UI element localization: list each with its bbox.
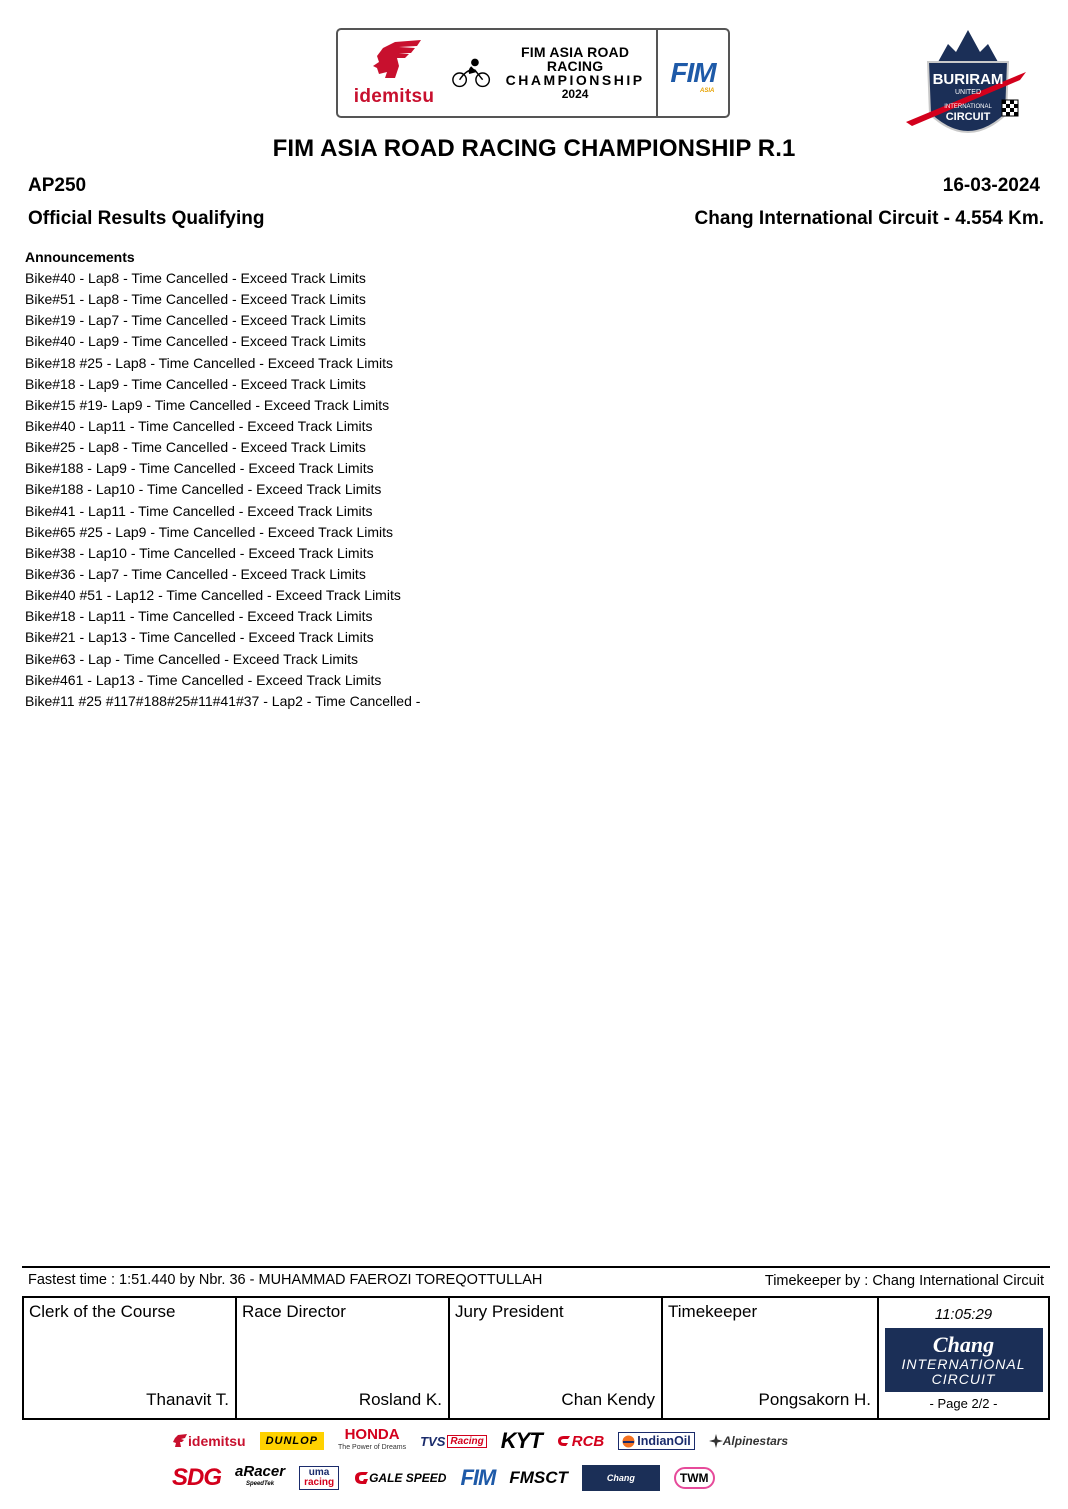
sponsor-label: TVS [420,1433,446,1449]
motorbike-rider-icon [450,56,492,90]
sponsor-tagline: racing [304,1477,335,1488]
announcement-item: Bike#65 #25 - Lap9 - Time Cancelled - Exceed Track Limits [25,523,394,540]
championship-name-line1: FIM ASIA ROAD RACING [521,44,630,74]
sponsor-fmsct: FMSCT [509,1468,568,1487]
sponsor-tvs-racing [420,1434,487,1449]
championship-logo-box [336,28,730,118]
sponsor-alpinestars [709,1434,788,1448]
sponsor-idemitsu [172,1433,246,1449]
announcements-list [25,269,420,713]
announcement-item: Bike#11 #25 #117#188#25#11#41#37 - Lap2 - Time Cancelled - [25,692,421,709]
buriram-united-circuit-logo [898,22,1038,152]
signature-name: Chan Kendy [561,1390,655,1409]
signature-role: Timekeeper [668,1302,758,1321]
fastest-time: Fastest time : 1:51.440 by Nbr. 36 - MUHAMMAD FAEROZI TOREQOTTULLAH [28,1272,543,1288]
championship-year: 2024 [561,87,589,101]
sponsor-label: GALE SPEED [369,1471,447,1485]
buriram-text: BURIRAM [932,71,1004,88]
international-text: INTERNATIONAL [944,104,992,110]
signature-table [22,1296,1050,1420]
idemitsu-small-icon [172,1434,188,1448]
announcement-item: Bike#461 - Lap13 - Time Cancelled - Exceed Track Limits [25,671,382,688]
announcement-item: Bike#18 #25 - Lap8 - Time Cancelled - Exceed Track Limits [25,354,394,371]
fim-asia-logo [658,30,728,116]
signature-jury-president [450,1298,663,1418]
chang-circuit-logo [885,1328,1043,1392]
sponsor-honda [338,1428,406,1454]
sponsor-twm: TWM [674,1467,715,1489]
championship-name-line2: CHAMPIONSHIP [505,72,645,88]
page-title: FIM ASIA ROAD RACING CHAMPIONSHIP R.1 [272,135,796,162]
sponsor-uma-racing [299,1466,339,1490]
sponsor-kyt: KYT [500,1428,542,1453]
announcement-item: Bike#41 - Lap11 - Time Cancelled - Exceed Track Limits [25,502,373,519]
sponsor-dunlop: DUNLOP [260,1432,324,1450]
circuit-name: Chang International Circuit - 4.554 Km. [694,208,1044,229]
footer-divider [22,1266,1050,1268]
announcement-item: Bike#188 - Lap9 - Time Cancelled - Exceed Track Limits [25,460,374,477]
sponsor-label: RCB [571,1432,605,1450]
session-name: Official Results Qualifying [28,208,265,229]
sponsor-label: aRacer [235,1463,286,1480]
united-text: UNITED [954,89,982,96]
sponsor-label: HONDA [344,1426,400,1443]
idemitsu-wordmark: idemitsu [353,86,435,107]
sponsor-aracer [235,1463,286,1490]
sponsor-label: IndianOil [637,1434,691,1448]
announcement-item: Bike#36 - Lap7 - Time Cancelled - Exceed Track Limits [25,565,366,582]
announcement-item: Bike#40 #51 - Lap12 - Time Cancelled - Exceed Track Limits [25,587,401,604]
page-number: - Page 2/2 - [929,1396,998,1411]
signature-role: Clerk of the Course [29,1302,176,1321]
indianoil-icon [622,1435,635,1448]
chang-logo-line2: INTERNATIONAL [901,1355,1026,1372]
announcement-item: Bike#40 - Lap8 - Time Cancelled - Exceed Track Limits [25,270,366,286]
announcement-item: Bike#38 - Lap10 - Time Cancelled - Exceed Track Limits [25,544,374,561]
signature-name: Rosland K. [358,1390,442,1409]
sponsor-rcb [556,1433,605,1450]
announcement-item: Bike#40 - Lap11 - Time Cancelled - Exceed Track Limits [25,417,373,434]
sponsor-tagline: The Power of Dreams [338,1444,407,1451]
idemitsu-logo [338,30,450,116]
race-class: AP250 [28,175,87,196]
sponsor-tagline: Racing [447,1435,486,1448]
announcement-item: Bike#18 - Lap11 - Time Cancelled - Exceed Track Limits [25,608,373,625]
generated-time: 11:05:29 [934,1306,993,1323]
signature-timekeeper [663,1298,879,1418]
chang-logo-line3: CIRCUIT [931,1370,996,1387]
announcement-item: Bike#25 - Lap8 - Time Cancelled - Exceed Track Limits [25,439,366,456]
announcement-item: Bike#188 - Lap10 - Time Cancelled - Exceed Track Limits [25,481,382,498]
sponsor-indianoil [618,1432,694,1450]
announcement-item: Bike#21 - Lap13 - Time Cancelled - Exceed Track Limits [25,629,374,646]
signature-race-director [237,1298,450,1418]
announcement-item: Bike#40 - Lap9 - Time Cancelled - Exceed Track Limits [25,333,366,350]
timing-stamp [879,1298,1048,1418]
sponsor-row-1 [172,1428,802,1454]
sponsor-label: Alpinestars [722,1434,789,1448]
race-date: 16-03-2024 [942,175,1040,196]
sponsor-label: uma [308,1467,330,1478]
sponsor-fim-asia: FIM [460,1465,496,1490]
galespeed-icon [353,1471,369,1485]
signature-clerk [24,1298,237,1418]
announcements-title: Announcements [25,249,135,265]
signature-role: Race Director [242,1302,346,1321]
sponsor-galespeed [353,1471,446,1485]
announcement-item: Bike#19 - Lap7 - Time Cancelled - Exceed Track Limits [25,312,366,329]
sponsor-chang-circuit: Chang [582,1465,660,1491]
circuit-text: CIRCUIT [945,111,991,123]
fim-asia-label: ASIA [700,88,715,94]
signature-role: Jury President [455,1302,564,1321]
timekeeper-by: Timekeeper by : Chang International Circuit [764,1273,1044,1289]
announcement-item: Bike#18 - Lap9 - Time Cancelled - Exceed Track Limits [25,375,366,392]
announcement-item: Bike#15 #19- Lap9 - Time Cancelled - Exceed Track Limits [25,396,390,413]
rcb-icon [556,1435,572,1447]
idemitsu-head-icon [365,38,423,84]
fim-wordmark: FIM [670,57,716,88]
sponsor-label: idemitsu [188,1433,246,1449]
fim-arrc-logo [450,30,658,116]
sponsor-tagline: SpeedTek [245,1481,275,1487]
announcement-item: Bike#51 - Lap8 - Time Cancelled - Exceed Track Limits [25,291,366,308]
signature-name: Pongsakorn H. [758,1390,871,1409]
signature-name: Thanavit T. [146,1390,229,1409]
sponsor-row-2 [172,1464,729,1492]
announcement-item: Bike#63 - Lap - Time Cancelled - Exceed Track Limits [25,650,359,667]
chang-logo-line1: Chang [932,1331,995,1357]
alpinestars-star-icon [709,1434,723,1448]
sponsor-sdg: SDG [172,1464,222,1491]
